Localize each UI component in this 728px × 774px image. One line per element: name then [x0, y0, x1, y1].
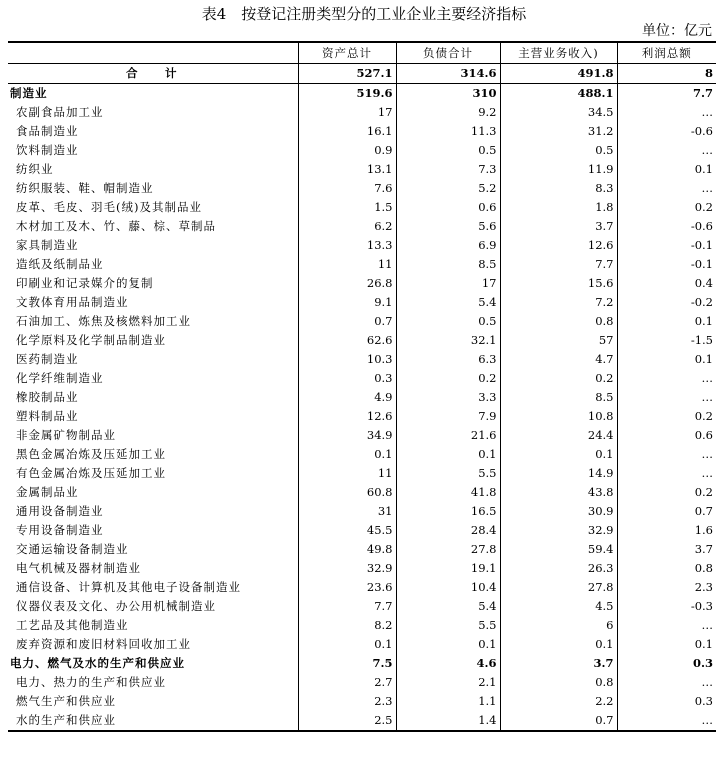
cell-total-profit: 0.3 [617, 654, 716, 673]
row-label: 合 计 [8, 64, 298, 84]
cell-total-liabilities: 1.1 [396, 692, 500, 711]
cell-main-business-revenue: 3.7 [500, 654, 617, 673]
cell-main-business-revenue: 10.8 [500, 407, 617, 426]
row-label: 有色金属冶炼及压延加工业 [16, 466, 166, 480]
row-label: 交通运输设备制造业 [16, 542, 129, 556]
table-row [8, 388, 716, 407]
cell-total-assets: 13.3 [298, 236, 396, 255]
cell-main-business-revenue: 30.9 [500, 502, 617, 521]
table-row [8, 122, 716, 141]
row-label: 造纸及纸制品业 [16, 257, 104, 271]
cell-main-business-revenue: 6 [500, 616, 617, 635]
table-row [8, 274, 716, 293]
table-row [8, 407, 716, 426]
cell-main-business-revenue: 4.5 [500, 597, 617, 616]
row-label: 电力、热力的生产和供应业 [16, 675, 166, 689]
cell-total-liabilities: 5.5 [396, 464, 500, 483]
row-label: 通用设备制造业 [16, 504, 104, 518]
cell-total-liabilities: 4.6 [396, 654, 500, 673]
cell-total-liabilities: 10.4 [396, 578, 500, 597]
cell-main-business-revenue: 26.3 [500, 559, 617, 578]
cell-main-business-revenue: 12.6 [500, 236, 617, 255]
cell-main-business-revenue: 32.9 [500, 521, 617, 540]
table-row [8, 540, 716, 559]
table-row [8, 179, 716, 198]
cell-total-profit: -0.2 [617, 293, 716, 312]
cell-total-liabilities: 0.1 [396, 635, 500, 654]
row-label: 印刷业和记录媒介的复制 [16, 276, 154, 290]
cell-total-assets: 10.3 [298, 350, 396, 369]
cell-total-assets: 0.1 [298, 635, 396, 654]
row-label: 黑色金属冶炼及压延加工业 [16, 447, 166, 461]
cell-main-business-revenue: 0.1 [500, 635, 617, 654]
cell-total-assets: 2.5 [298, 711, 396, 731]
cell-total-liabilities: 310 [396, 84, 500, 104]
cell-main-business-revenue: 15.6 [500, 274, 617, 293]
cell-total-assets: 17 [298, 103, 396, 122]
cell-main-business-revenue: 14.9 [500, 464, 617, 483]
cell-total-liabilities: 314.6 [396, 64, 500, 84]
cell-total-assets: 60.8 [298, 483, 396, 502]
row-label: 金属制品业 [16, 485, 79, 499]
cell-total-assets: 2.3 [298, 692, 396, 711]
cell-total-assets: 49.8 [298, 540, 396, 559]
cell-main-business-revenue: 0.5 [500, 141, 617, 160]
cell-total-profit: … [617, 711, 716, 731]
row-label: 橡胶制品业 [16, 390, 79, 404]
cell-total-liabilities: 3.3 [396, 388, 500, 407]
cell-total-profit: … [617, 673, 716, 692]
header-row [8, 42, 716, 64]
cell-total-assets: 12.6 [298, 407, 396, 426]
cell-total-profit: 0.3 [617, 692, 716, 711]
cell-total-profit: 2.3 [617, 578, 716, 597]
cell-main-business-revenue: 34.5 [500, 103, 617, 122]
cell-total-profit: -0.6 [617, 122, 716, 141]
row-label: 燃气生产和供应业 [16, 694, 116, 708]
row-label: 石油加工、炼焦及核燃料加工业 [16, 314, 191, 328]
row-label: 专用设备制造业 [16, 523, 104, 537]
cell-total-profit: 8 [617, 64, 716, 84]
cell-total-assets: 11 [298, 255, 396, 274]
cell-total-assets: 7.7 [298, 597, 396, 616]
cell-main-business-revenue: 24.4 [500, 426, 617, 445]
cell-main-business-revenue: 8.3 [500, 179, 617, 198]
cell-total-profit: … [617, 464, 716, 483]
row-label: 制造业 [10, 86, 48, 100]
table-row [8, 198, 716, 217]
cell-total-profit: -0.1 [617, 255, 716, 274]
table-row [8, 236, 716, 255]
row-label: 电力、燃气及水的生产和供应业 [10, 656, 185, 670]
cell-total-assets: 1.5 [298, 198, 396, 217]
total-row [8, 64, 716, 84]
cell-total-liabilities: 5.6 [396, 217, 500, 236]
cell-total-assets: 7.6 [298, 179, 396, 198]
cell-total-liabilities: 5.4 [396, 597, 500, 616]
sector-row [8, 84, 716, 104]
cell-main-business-revenue: 1.8 [500, 198, 617, 217]
row-label: 家具制造业 [16, 238, 79, 252]
cell-total-profit: … [617, 103, 716, 122]
cell-total-profit: -0.1 [617, 236, 716, 255]
cell-total-liabilities: 0.1 [396, 445, 500, 464]
row-label: 通信设备、计算机及其他电子设备制造业 [16, 580, 241, 594]
unit-label: 单位：亿元 [642, 23, 712, 39]
row-label: 化学纤维制造业 [16, 371, 104, 385]
cell-main-business-revenue: 4.7 [500, 350, 617, 369]
table-body [8, 64, 716, 732]
cell-total-liabilities: 6.9 [396, 236, 500, 255]
row-label: 仪器仪表及文化、办公用机械制造业 [16, 599, 216, 613]
cell-main-business-revenue: 0.2 [500, 369, 617, 388]
cell-total-profit: 0.7 [617, 502, 716, 521]
row-label: 医药制造业 [16, 352, 79, 366]
cell-total-assets: 8.2 [298, 616, 396, 635]
cell-total-assets: 23.6 [298, 578, 396, 597]
cell-total-liabilities: 5.2 [396, 179, 500, 198]
cell-main-business-revenue: 43.8 [500, 483, 617, 502]
table-row [8, 483, 716, 502]
cell-main-business-revenue: 11.9 [500, 160, 617, 179]
cell-total-liabilities: 17 [396, 274, 500, 293]
row-label: 农副食品加工业 [16, 105, 104, 119]
cell-total-liabilities: 8.5 [396, 255, 500, 274]
cell-total-profit: 0.2 [617, 483, 716, 502]
cell-main-business-revenue: 0.1 [500, 445, 617, 464]
table-row [8, 673, 716, 692]
header-total-profit: 利润总额 [617, 42, 716, 64]
cell-total-assets: 7.5 [298, 654, 396, 673]
table-row [8, 369, 716, 388]
cell-total-profit: 0.1 [617, 635, 716, 654]
cell-total-liabilities: 7.3 [396, 160, 500, 179]
row-label: 非金属矿物制品业 [16, 428, 116, 442]
table-row [8, 711, 716, 731]
cell-total-assets: 0.9 [298, 141, 396, 160]
row-label: 文教体育用品制造业 [16, 295, 129, 309]
cell-total-profit: … [617, 369, 716, 388]
cell-total-liabilities: 9.2 [396, 103, 500, 122]
cell-total-liabilities: 19.1 [396, 559, 500, 578]
table-row [8, 464, 716, 483]
cell-main-business-revenue: 488.1 [500, 84, 617, 104]
table-row [8, 635, 716, 654]
cell-total-profit: … [617, 445, 716, 464]
cell-main-business-revenue: 3.7 [500, 217, 617, 236]
cell-main-business-revenue: 491.8 [500, 64, 617, 84]
cell-total-assets: 527.1 [298, 64, 396, 84]
sector-row [8, 654, 716, 673]
cell-total-profit: 1.6 [617, 521, 716, 540]
table-title: 表4 按登记注册类型分的工业企业主要经济指标 [201, 5, 527, 23]
cell-total-liabilities: 41.8 [396, 483, 500, 502]
row-label: 纺织服装、鞋、帽制造业 [16, 181, 154, 195]
row-label: 塑料制品业 [16, 409, 79, 423]
cell-main-business-revenue: 7.7 [500, 255, 617, 274]
cell-total-liabilities: 28.4 [396, 521, 500, 540]
cell-total-assets: 11 [298, 464, 396, 483]
cell-total-assets: 45.5 [298, 521, 396, 540]
cell-total-liabilities: 11.3 [396, 122, 500, 141]
table-row [8, 160, 716, 179]
cell-main-business-revenue: 31.2 [500, 122, 617, 141]
row-label: 饮料制造业 [16, 143, 79, 157]
cell-total-liabilities: 1.4 [396, 711, 500, 731]
cell-total-assets: 16.1 [298, 122, 396, 141]
cell-main-business-revenue: 0.8 [500, 673, 617, 692]
cell-total-assets: 6.2 [298, 217, 396, 236]
cell-total-assets: 62.6 [298, 331, 396, 350]
header-total-assets: 资产总计 [298, 42, 396, 64]
cell-main-business-revenue: 8.5 [500, 388, 617, 407]
cell-total-assets: 31 [298, 502, 396, 521]
cell-total-profit: 0.1 [617, 160, 716, 179]
row-label: 木材加工及木、竹、藤、棕、草制品 [16, 219, 216, 233]
cell-total-liabilities: 5.5 [396, 616, 500, 635]
table-row [8, 559, 716, 578]
cell-total-liabilities: 21.6 [396, 426, 500, 445]
cell-total-profit: 0.2 [617, 407, 716, 426]
cell-main-business-revenue: 59.4 [500, 540, 617, 559]
table-row [8, 103, 716, 122]
row-label: 食品制造业 [16, 124, 79, 138]
cell-total-liabilities: 27.8 [396, 540, 500, 559]
cell-total-liabilities: 6.3 [396, 350, 500, 369]
table-row [8, 578, 716, 597]
cell-total-profit: -1.5 [617, 331, 716, 350]
cell-total-assets: 519.6 [298, 84, 396, 104]
cell-total-profit: -0.3 [617, 597, 716, 616]
cell-total-assets: 2.7 [298, 673, 396, 692]
cell-total-profit: 0.6 [617, 426, 716, 445]
row-label: 化学原料及化学制品制造业 [16, 333, 166, 347]
cell-main-business-revenue: 27.8 [500, 578, 617, 597]
cell-main-business-revenue: 0.8 [500, 312, 617, 331]
table-row [8, 217, 716, 236]
cell-total-assets: 0.1 [298, 445, 396, 464]
cell-total-liabilities: 0.6 [396, 198, 500, 217]
cell-total-liabilities: 2.1 [396, 673, 500, 692]
cell-total-assets: 0.7 [298, 312, 396, 331]
cell-total-profit: … [617, 388, 716, 407]
cell-total-profit: 0.8 [617, 559, 716, 578]
cell-total-profit: … [617, 616, 716, 635]
cell-main-business-revenue: 7.2 [500, 293, 617, 312]
cell-main-business-revenue: 2.2 [500, 692, 617, 711]
cell-total-profit: … [617, 141, 716, 160]
cell-main-business-revenue: 0.7 [500, 711, 617, 731]
table-row [8, 293, 716, 312]
cell-total-liabilities: 0.5 [396, 141, 500, 160]
cell-total-assets: 9.1 [298, 293, 396, 312]
cell-total-profit: 0.1 [617, 350, 716, 369]
row-label: 纺织业 [16, 162, 54, 176]
cell-total-assets: 26.8 [298, 274, 396, 293]
cell-total-assets: 4.9 [298, 388, 396, 407]
header-category [8, 42, 298, 64]
row-label: 工艺品及其他制造业 [16, 618, 129, 632]
table-row [8, 331, 716, 350]
table-row [8, 255, 716, 274]
header-main-business-revenue: 主营业务收入) [500, 42, 617, 64]
cell-total-assets: 34.9 [298, 426, 396, 445]
row-label: 皮革、毛皮、羽毛(绒)及其制品业 [16, 200, 202, 214]
cell-total-profit: -0.6 [617, 217, 716, 236]
cell-total-assets: 0.3 [298, 369, 396, 388]
cell-total-liabilities: 32.1 [396, 331, 500, 350]
cell-main-business-revenue: 57 [500, 331, 617, 350]
cell-total-liabilities: 16.5 [396, 502, 500, 521]
cell-total-profit: 3.7 [617, 540, 716, 559]
cell-total-liabilities: 5.4 [396, 293, 500, 312]
table-row [8, 521, 716, 540]
cell-total-liabilities: 7.9 [396, 407, 500, 426]
table-row [8, 597, 716, 616]
economic-indicators-table [8, 41, 716, 732]
row-label: 废弃资源和废旧材料回收加工业 [16, 637, 191, 651]
cell-total-profit: … [617, 179, 716, 198]
cell-total-assets: 13.1 [298, 160, 396, 179]
table-row [8, 502, 716, 521]
header-total-liabilities: 负债合计 [396, 42, 500, 64]
table-row [8, 426, 716, 445]
cell-total-liabilities: 0.5 [396, 312, 500, 331]
cell-total-profit: 0.2 [617, 198, 716, 217]
cell-total-profit: 0.1 [617, 312, 716, 331]
table-row [8, 350, 716, 369]
row-label: 电气机械及器材制造业 [16, 561, 141, 575]
table-row [8, 616, 716, 635]
row-label: 水的生产和供应业 [16, 713, 116, 727]
cell-total-assets: 32.9 [298, 559, 396, 578]
cell-total-profit: 7.7 [617, 84, 716, 104]
table-row [8, 141, 716, 160]
cell-total-profit: 0.4 [617, 274, 716, 293]
table-row [8, 692, 716, 711]
cell-total-liabilities: 0.2 [396, 369, 500, 388]
table-row [8, 445, 716, 464]
table-row [8, 312, 716, 331]
